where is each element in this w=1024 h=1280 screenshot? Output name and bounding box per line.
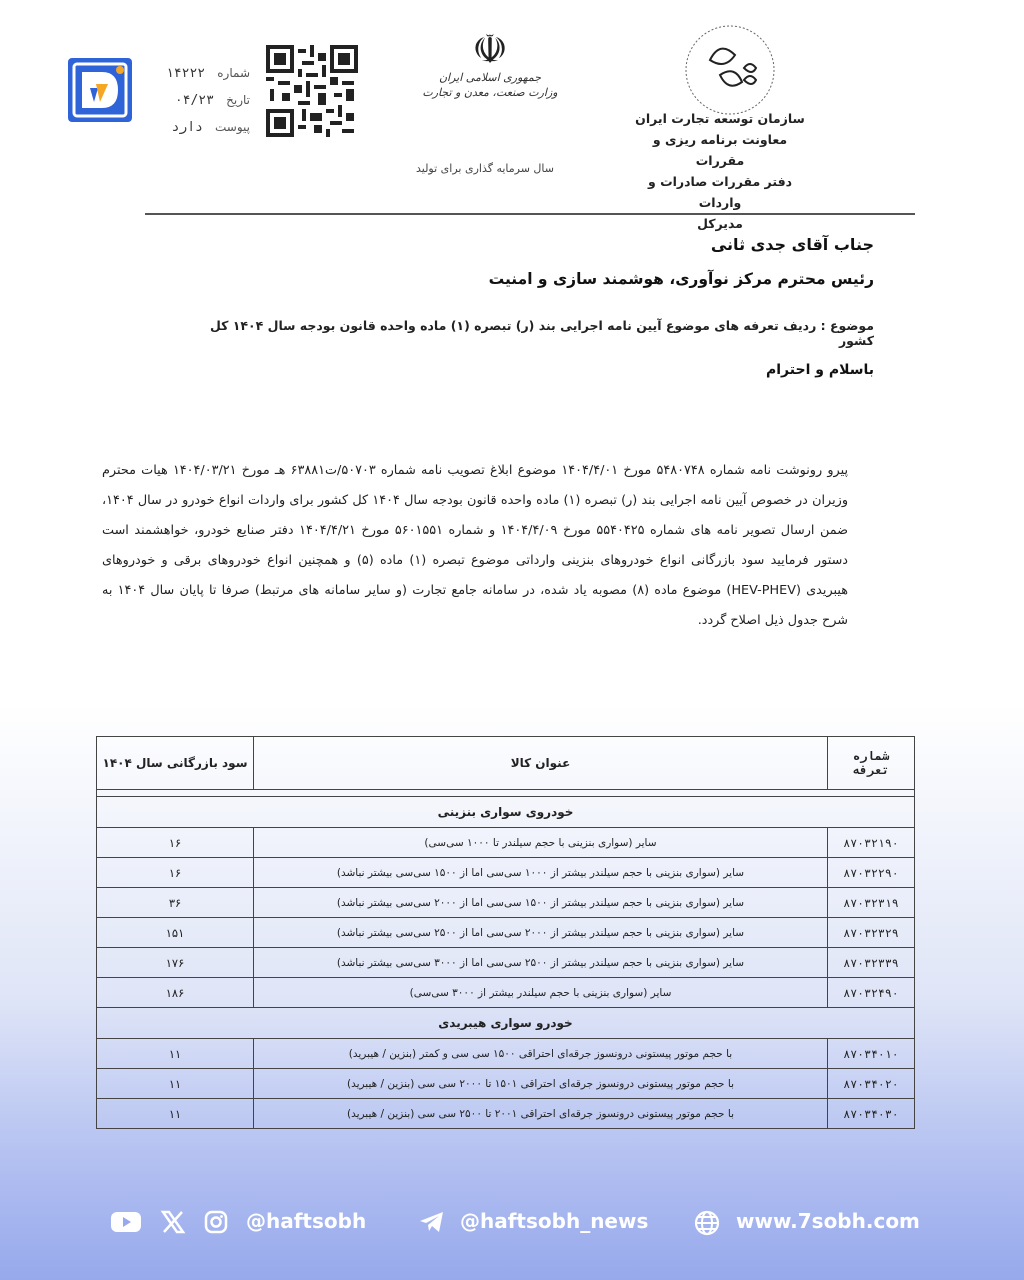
table-row xyxy=(97,948,915,978)
table-row xyxy=(97,918,915,948)
org-line-3: دفتر مقررات صادرات و واردات xyxy=(647,174,793,210)
row-profit: ۱۱ xyxy=(97,1039,254,1069)
qr-code xyxy=(266,45,358,137)
section-title-hybrid: خودرو سواری هیبریدی xyxy=(97,1008,915,1039)
meta-attach-label: پیوست xyxy=(215,120,250,134)
meta-attach xyxy=(150,114,250,141)
table-row xyxy=(97,1099,915,1129)
row-code: ۸۷۰۳۴۰۲۰ xyxy=(828,1069,915,1099)
row-profit: ۱۱ xyxy=(97,1069,254,1099)
row-profit: ۱۵۱ xyxy=(97,918,254,948)
row-profit: ۱۷۶ xyxy=(97,948,254,978)
row-code: ۸۷۰۳۲۳۱۹ xyxy=(828,888,915,918)
row-name: سایر (سواری بنزینی با حجم سیلندر بیشتر از ۲۵۰۰ سی‌سی اما از ۳۰۰۰ سی‌سی بیشتر نباشد) xyxy=(254,948,828,978)
row-name: با حجم موتور پیستونی درونسوز جرقه‌ای احتراقی ۱۵۰۱ تا ۲۰۰۰ سی سی (بنزین / هیبرید) xyxy=(254,1069,828,1099)
org-line-1: سازمان توسعه تجارت ایران xyxy=(635,111,805,126)
table-row xyxy=(97,978,915,1008)
header-divider xyxy=(145,213,915,215)
meta-date xyxy=(150,87,250,114)
row-code: ۸۷۰۳۴۰۳۰ xyxy=(828,1099,915,1129)
meta-number xyxy=(150,60,250,87)
tariff-table xyxy=(96,736,915,1129)
row-name: سایر (سواری بنزینی با حجم سیلندر بیشتر از ۱۰۰۰ سی‌سی اما از ۱۵۰۰ سی‌سی بیشتر نباشد) xyxy=(254,858,828,888)
globe-icon[interactable] xyxy=(694,1210,720,1241)
row-profit: ۳۶ xyxy=(97,888,254,918)
year-slogan: سال سرمایه گذاری برای تولید xyxy=(415,162,554,175)
meta-attach-value: دارد xyxy=(171,120,203,135)
instagram-handle[interactable]: @haftsobh xyxy=(246,1209,367,1233)
letter-meta xyxy=(150,60,250,141)
x-icon[interactable] xyxy=(160,1210,186,1239)
addressee-name: جناب آقای جدی ثانی xyxy=(710,235,874,254)
emblem-line-2: وزارت صنعت، معدن و تجارت xyxy=(422,86,558,99)
row-code: ۸۷۰۳۲۱۹۰ xyxy=(828,828,915,858)
letter-subject: موضوع : ردیف تعرفه های موضوع آیین نامه اجرایی بند (ر) تبصره (۱) ماده واحده قانون بودجه سال ۱۴۰۴ کل کشور xyxy=(209,318,874,348)
social-footer xyxy=(0,1200,1024,1244)
section-title-row xyxy=(97,797,915,828)
row-name: با حجم موتور پیستونی درونسوز جرقه‌ای احتراقی ۱۵۰۰ سی سی و کمتر (بنزین / هیبرید) xyxy=(254,1039,828,1069)
row-name: سایر (سواری بنزینی با حجم سیلندر تا ۱۰۰۰ سی‌سی) xyxy=(254,828,828,858)
row-name: سایر (سواری بنزینی با حجم سیلندر بیشتر از ۲۰۰۰ سی‌سی اما از ۲۵۰۰ سی‌سی بیشتر نباشد) xyxy=(254,918,828,948)
header-code: شماره تعرفه xyxy=(828,737,915,790)
meta-date-value: ۰۴/۲۳ xyxy=(174,93,214,108)
letter-body: پیرو رونوشت نامه شماره ۵۴۸۰۷۴۸ مورخ ۱۴۰۴/۴/۰۱ موضوع ابلاغ تصویب نامه شماره ۵۰۷۰۳/ت۶۳۸۸۱ هـ مورخ ۱۴۰۴/۰۳/۲۱ هیات محترم وزیران در خصوص آیین نامه اجرایی بند (ر) تبصره (۱) ماده واحده قانون بودجه سال ۱۴۰۴ کل کشور برای واردات انواع خودرو در سال ۱۴۰۴، ضمن ارسال تصویر نامه های شماره ۵۵۴۰۴۲۵ مورخ ۱۴۰۴/۴/۰۹ و شماره ۵۶۰۱۵۵۱ مورخ ۱۴۰۴/۴/۲۱ دفتر صنایع خودرو، خواهشمند است دستور فرمایید سود بازرگانی انواع خودروهای بنزینی وارداتی موضوع تبصره (۱) ماده (۵) و همچنین انواع خودروهای برقی و خودروهای هیبریدی (HEV-PHEV) موضوع ماده (۸) مصوبه یاد شده، در سامانه جامع تجارت (و سایر سامانه های مرتبط) صرفا تا پایان سال ۱۴۰۴ به شرح جدول ذیل اصلاح گردد. xyxy=(102,463,849,628)
emblem-line-1: جمهوری اسلامی ایران xyxy=(438,71,542,84)
org-line-2: معاونت برنامه ریزی و مقررات xyxy=(652,132,788,168)
table-spacer xyxy=(97,790,915,797)
telegram-icon[interactable] xyxy=(418,1210,446,1239)
qr-code-icon xyxy=(266,45,358,137)
iran-emblem xyxy=(420,27,560,100)
instagram-icon[interactable] xyxy=(204,1210,228,1239)
row-profit: ۱۱ xyxy=(97,1099,254,1129)
row-code: ۸۷۰۳۴۰۱۰ xyxy=(828,1039,915,1069)
table-header-row xyxy=(97,737,915,790)
table-row xyxy=(97,1069,915,1099)
org-name-block xyxy=(630,108,810,234)
addressee-title: رئیس محترم مرکز نوآوری، هوشمند سازی و امنیت xyxy=(488,270,874,288)
telegram-handle[interactable]: @haftsobh_news xyxy=(460,1209,649,1233)
meta-number-label: شماره xyxy=(217,66,250,80)
table-row xyxy=(97,1039,915,1069)
table-row xyxy=(97,828,915,858)
table-row xyxy=(97,888,915,918)
row-code: ۸۷۰۳۲۴۹۰ xyxy=(828,978,915,1008)
header-profit: سود بازرگانی سال ۱۴۰۴ xyxy=(97,737,254,790)
row-name: با حجم موتور پیستونی درونسوز جرقه‌ای احتراقی ۲۰۰۱ تا ۲۵۰۰ سی سی (بنزین / هیبرید) xyxy=(254,1099,828,1129)
row-name: سایر (سواری بنزینی با حجم سیلندر بیشتر از ۱۵۰۰ سی‌سی اما از ۲۰۰۰ سی‌سی بیشتر نباشد) xyxy=(254,888,828,918)
section-title-row xyxy=(97,1008,915,1039)
letter-greeting: باسلام و احترام xyxy=(766,362,874,378)
row-profit: ۱۶ xyxy=(97,858,254,888)
meta-number-value: ۱۴۲۲۲ xyxy=(165,66,206,81)
row-code: ۸۷۰۳۲۲۹۰ xyxy=(828,858,915,888)
haftsobh-logo[interactable] xyxy=(68,58,132,122)
section-title-gasoline: خودروی سواری بنزینی xyxy=(97,797,915,828)
youtube-icon[interactable] xyxy=(110,1210,142,1239)
org-seal-icon xyxy=(680,20,780,120)
row-name: سایر (سواری بنزینی با حجم سیلندر بیشتر از ۳۰۰۰ سی‌سی) xyxy=(254,978,828,1008)
website-link[interactable]: www.7sobh.com xyxy=(736,1209,920,1233)
row-code: ۸۷۰۳۲۳۲۹ xyxy=(828,918,915,948)
row-profit: ۱۶ xyxy=(97,828,254,858)
row-profit: ۱۸۶ xyxy=(97,978,254,1008)
org-line-4: مدیرکل xyxy=(697,216,743,231)
row-code: ۸۷۰۳۲۳۳۹ xyxy=(828,948,915,978)
haftsobh-logo-icon xyxy=(68,58,132,122)
table-row xyxy=(97,858,915,888)
header-name: عنوان کالا xyxy=(254,737,828,790)
emblem-icon: ☫ xyxy=(472,27,508,73)
meta-date-label: تاریخ xyxy=(226,93,250,107)
